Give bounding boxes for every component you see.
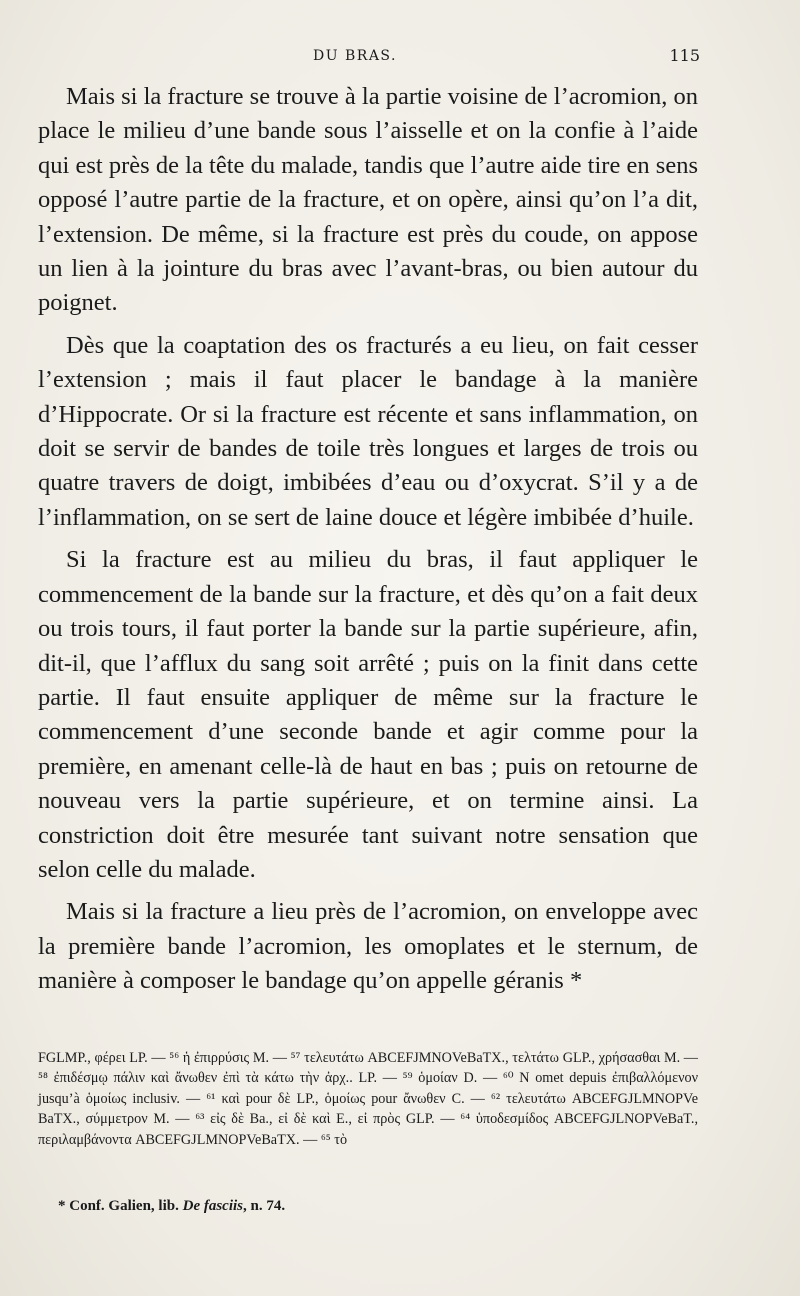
reference-prefix: * Conf. Galien, lib. (58, 1198, 179, 1214)
reference-note (58, 1198, 285, 1215)
reference-title: De fasciis (182, 1198, 244, 1214)
footnotes (38, 1048, 698, 1150)
reference-suffix: , n. 74. (243, 1198, 286, 1214)
running-head: DU BRAS. (313, 48, 397, 64)
footnote-text: FGLMP., φέρει LP. — ⁵⁶ ἡ ἐπιρρύσις M. — ⁵⁷ τελευτάτω ABCEFJMNOVeBaTX., τελτάτω GLP., χρήσασθαι M. — ⁵⁸ ἐπιδέσμῳ πάλιν καὶ ἄνωθεν ἐπὶ τὰ κάτω τὴν ἀρχ.. LP. — ⁵⁹ ὁμοίαν D. — ⁶⁰ N omet depuis ἐπιβαλλόμενον jusqu’à ὁμοίως inclusiv. — ⁶¹ καὶ pour δὲ LP., ὁμοίως pour ἄνωθεν C. — ⁶² τελευτάτω ABCEFGJLMNOPVe BaTX., σύμμετρον M. — ⁶³ εἰς δὲ Ba., εἰ δὲ καὶ E., εἰ πρὸς GLP. — ⁶⁴ ὑποδεσμίδος ABCEFGJLNOPVeBaT., περιλαμβάνοντα ABCEFGJLMNOPVeBaTX. — ⁶⁵ τὸ (38, 1050, 698, 1148)
paragraph: Mais si la fracture a lieu près de l’acromion, on enveloppe avec la première bande l’acromion, les omoplates et le sternum, de manière à composer le bandage qu’on appelle géranis * (38, 898, 698, 995)
page-number: 115 (669, 46, 700, 65)
body-text (38, 80, 698, 1007)
paragraph: Si la fracture est au milieu du bras, il faut appliquer le commencement de la bande sur la fracture, et dès qu’on a fait deux ou trois tours, il faut porter la bande sur la partie supérieure, afin, dit-il, que l’afflux du sang soit arrêté ; puis on la finit dans cette partie. Il faut ensuite appliquer de même sur la fracture le commencement d’une seconde bande et agir comme pour la première, en amenant celle-là de haut en bas ; puis on retourne de nouveau vers la partie supérieure, et on termine ainsi. La constriction doit être mesurée tant suivant notre sensation que selon celle du malade. (38, 546, 698, 883)
paragraph: Mais si la fracture se trouve à la partie voisine de l’acromion, on place le milieu d’une bande sous l’aisselle et on la confie à l’aide qui est près de la tête du malade, tandis que l’autre aide tire en sens opposé l’autre partie de la fracture, et on opère, ainsi qu’on l’a dit, l’extension. De même, si la fracture est près du coude, on appose un lien à la jointure du bras avec l’avant-bras, ou bien autour du poignet. (38, 83, 699, 317)
paragraph: Dès que la coaptation des os fracturés a eu lieu, on fait cesser l’extension ; mais il faut placer le bandage à la manière d’Hippocrate. Or si la fracture est récente et sans inflammation, on doit se servir de bandes de toile très longues et larges de trois ou quatre travers de doigt, imbibées d’eau ou d’oxycrat. S’il y a de l’inflammation, on se sert de laine douce et légère imbibée d’huile. (38, 331, 698, 531)
